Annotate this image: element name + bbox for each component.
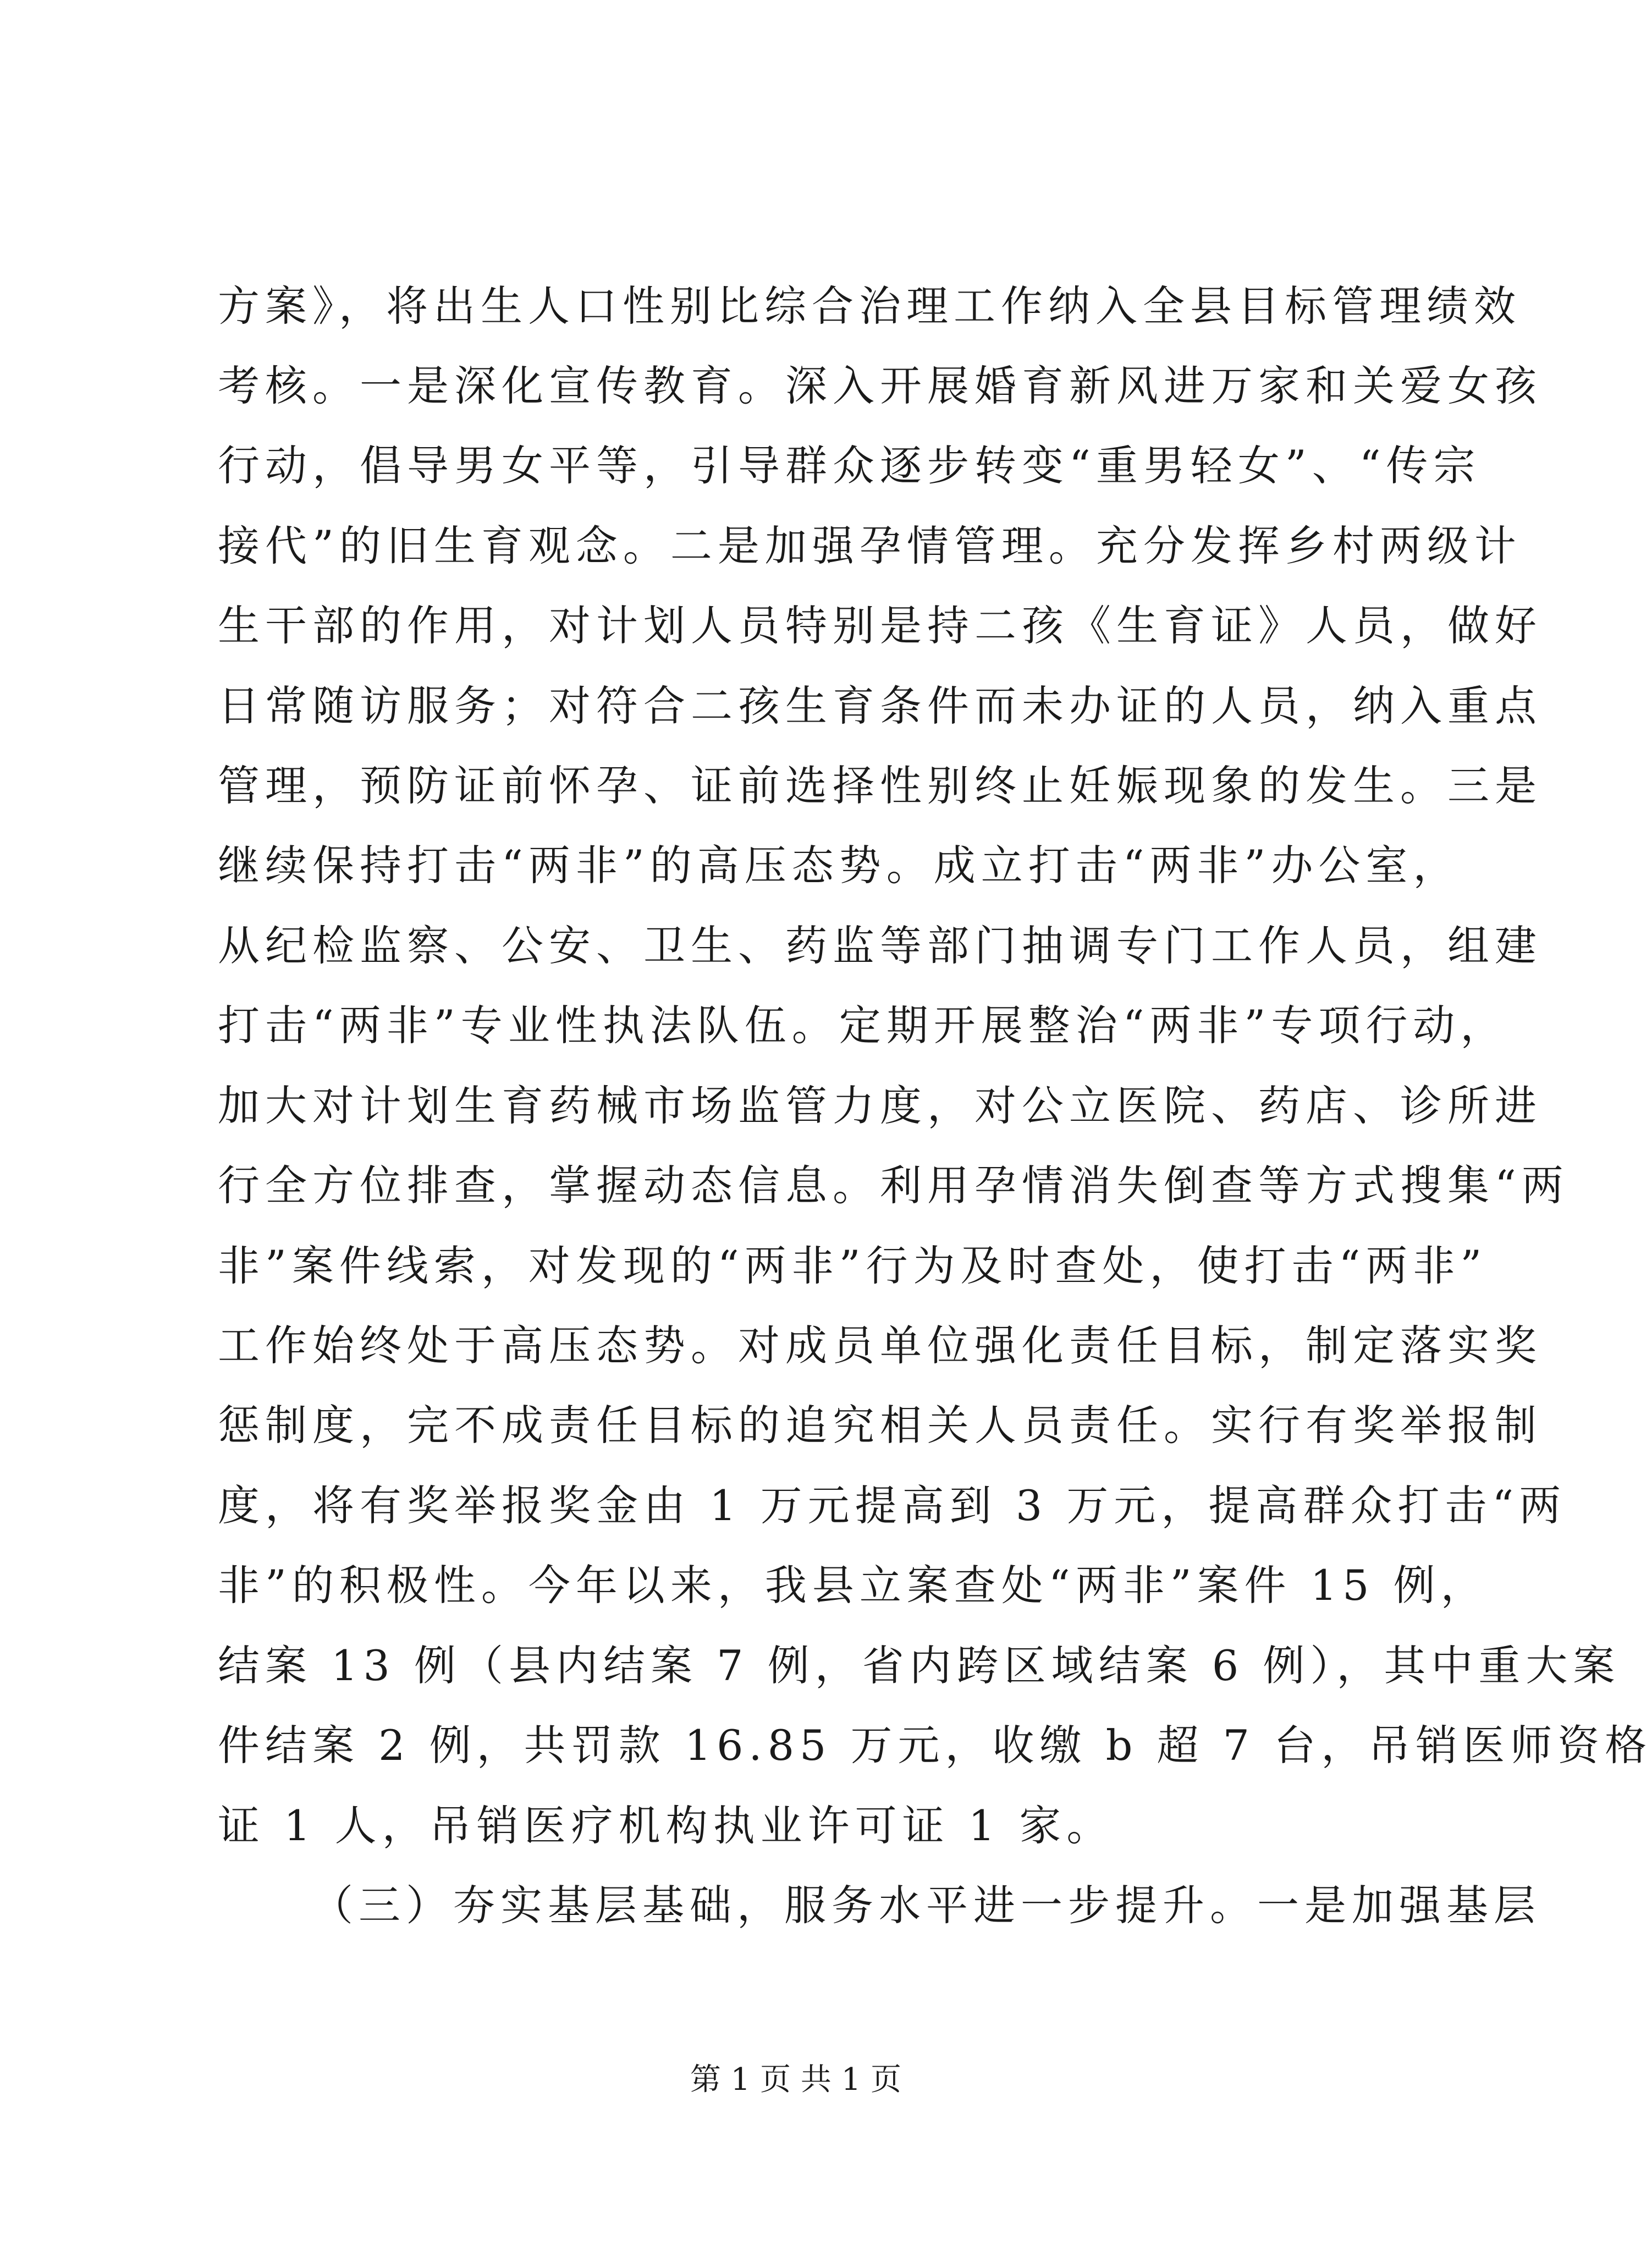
text-line: 行动，倡导男女平等，引导群众逐步转变“重男轻女”、“传宗 <box>218 441 1481 490</box>
text-line: 日常随访服务；对符合二孩生育条件而未办证的人员，纳入重点 <box>218 681 1542 730</box>
text-line: 打击“两非”专业性执法队伍。定期开展整治“两非”专项行动， <box>218 1001 1508 1050</box>
section-heading-line: （三）夯实基层基础，服务水平进一步提升。一是加强基层 <box>311 1881 1541 1930</box>
page-footer: 第 1 页 共 1 页 <box>690 2062 902 2098</box>
text-line: 从纪检监察、公安、卫生、药监等部门抽调专门工作人员，组建 <box>218 921 1542 970</box>
text-line: 结案 13 例（县内结案 7 例，省内跨区域结案 6 例），其中重大案 <box>218 1641 1621 1690</box>
text-line: 行全方位排查，掌握动态信息。利用孕情消失倒查等方式搜集“两 <box>218 1161 1569 1210</box>
text-line: 管理，预防证前怀孕、证前选择性别终止妊娠现象的发生。三是 <box>218 761 1542 810</box>
text-line: 工作始终处于高压态势。对成员单位强化责任目标，制定落实奖 <box>218 1321 1542 1370</box>
text-line: 生干部的作用，对计划人员特别是持二孩《生育证》人员，做好 <box>218 601 1542 650</box>
text-line: 件结案 2 例，共罚款 16.85 万元，收缴 b 超 7 台，吊销医师资格 <box>218 1721 1652 1770</box>
text-line: 方案》，将出生人口性别比综合治理工作纳入全县目标管理绩效 <box>218 282 1521 331</box>
text-line: 度，将有奖举报奖金由 1 万元提高到 3 万元，提高群众打击“两 <box>218 1481 1567 1530</box>
text-line: 考核。一是深化宣传教育。深入开展婚育新风进万家和关爱女孩 <box>218 361 1542 410</box>
text-line: 接代”的旧生育观念。二是加强孕情管理。充分发挥乡村两级计 <box>218 521 1522 570</box>
text-line: 加大对计划生育药械市场监管力度，对公立医院、药店、诊所进 <box>218 1081 1542 1130</box>
text-line: 继续保持打击“两非”的高压态势。成立打击“两非”办公室， <box>218 841 1461 890</box>
text-line: 非”的积极性。今年以来，我县立案查处“两非”案件 15 例， <box>218 1561 1488 1610</box>
text-line: 证 1 人，吊销医疗机构执业许可证 1 家。 <box>218 1801 1114 1850</box>
text-line: 惩制度，完不成责任目标的追究相关人员责任。实行有奖举报制 <box>218 1401 1542 1450</box>
text-line: 非”案件线索，对发现的“两非”行为及时查处，使打击“两非” <box>218 1241 1488 1290</box>
